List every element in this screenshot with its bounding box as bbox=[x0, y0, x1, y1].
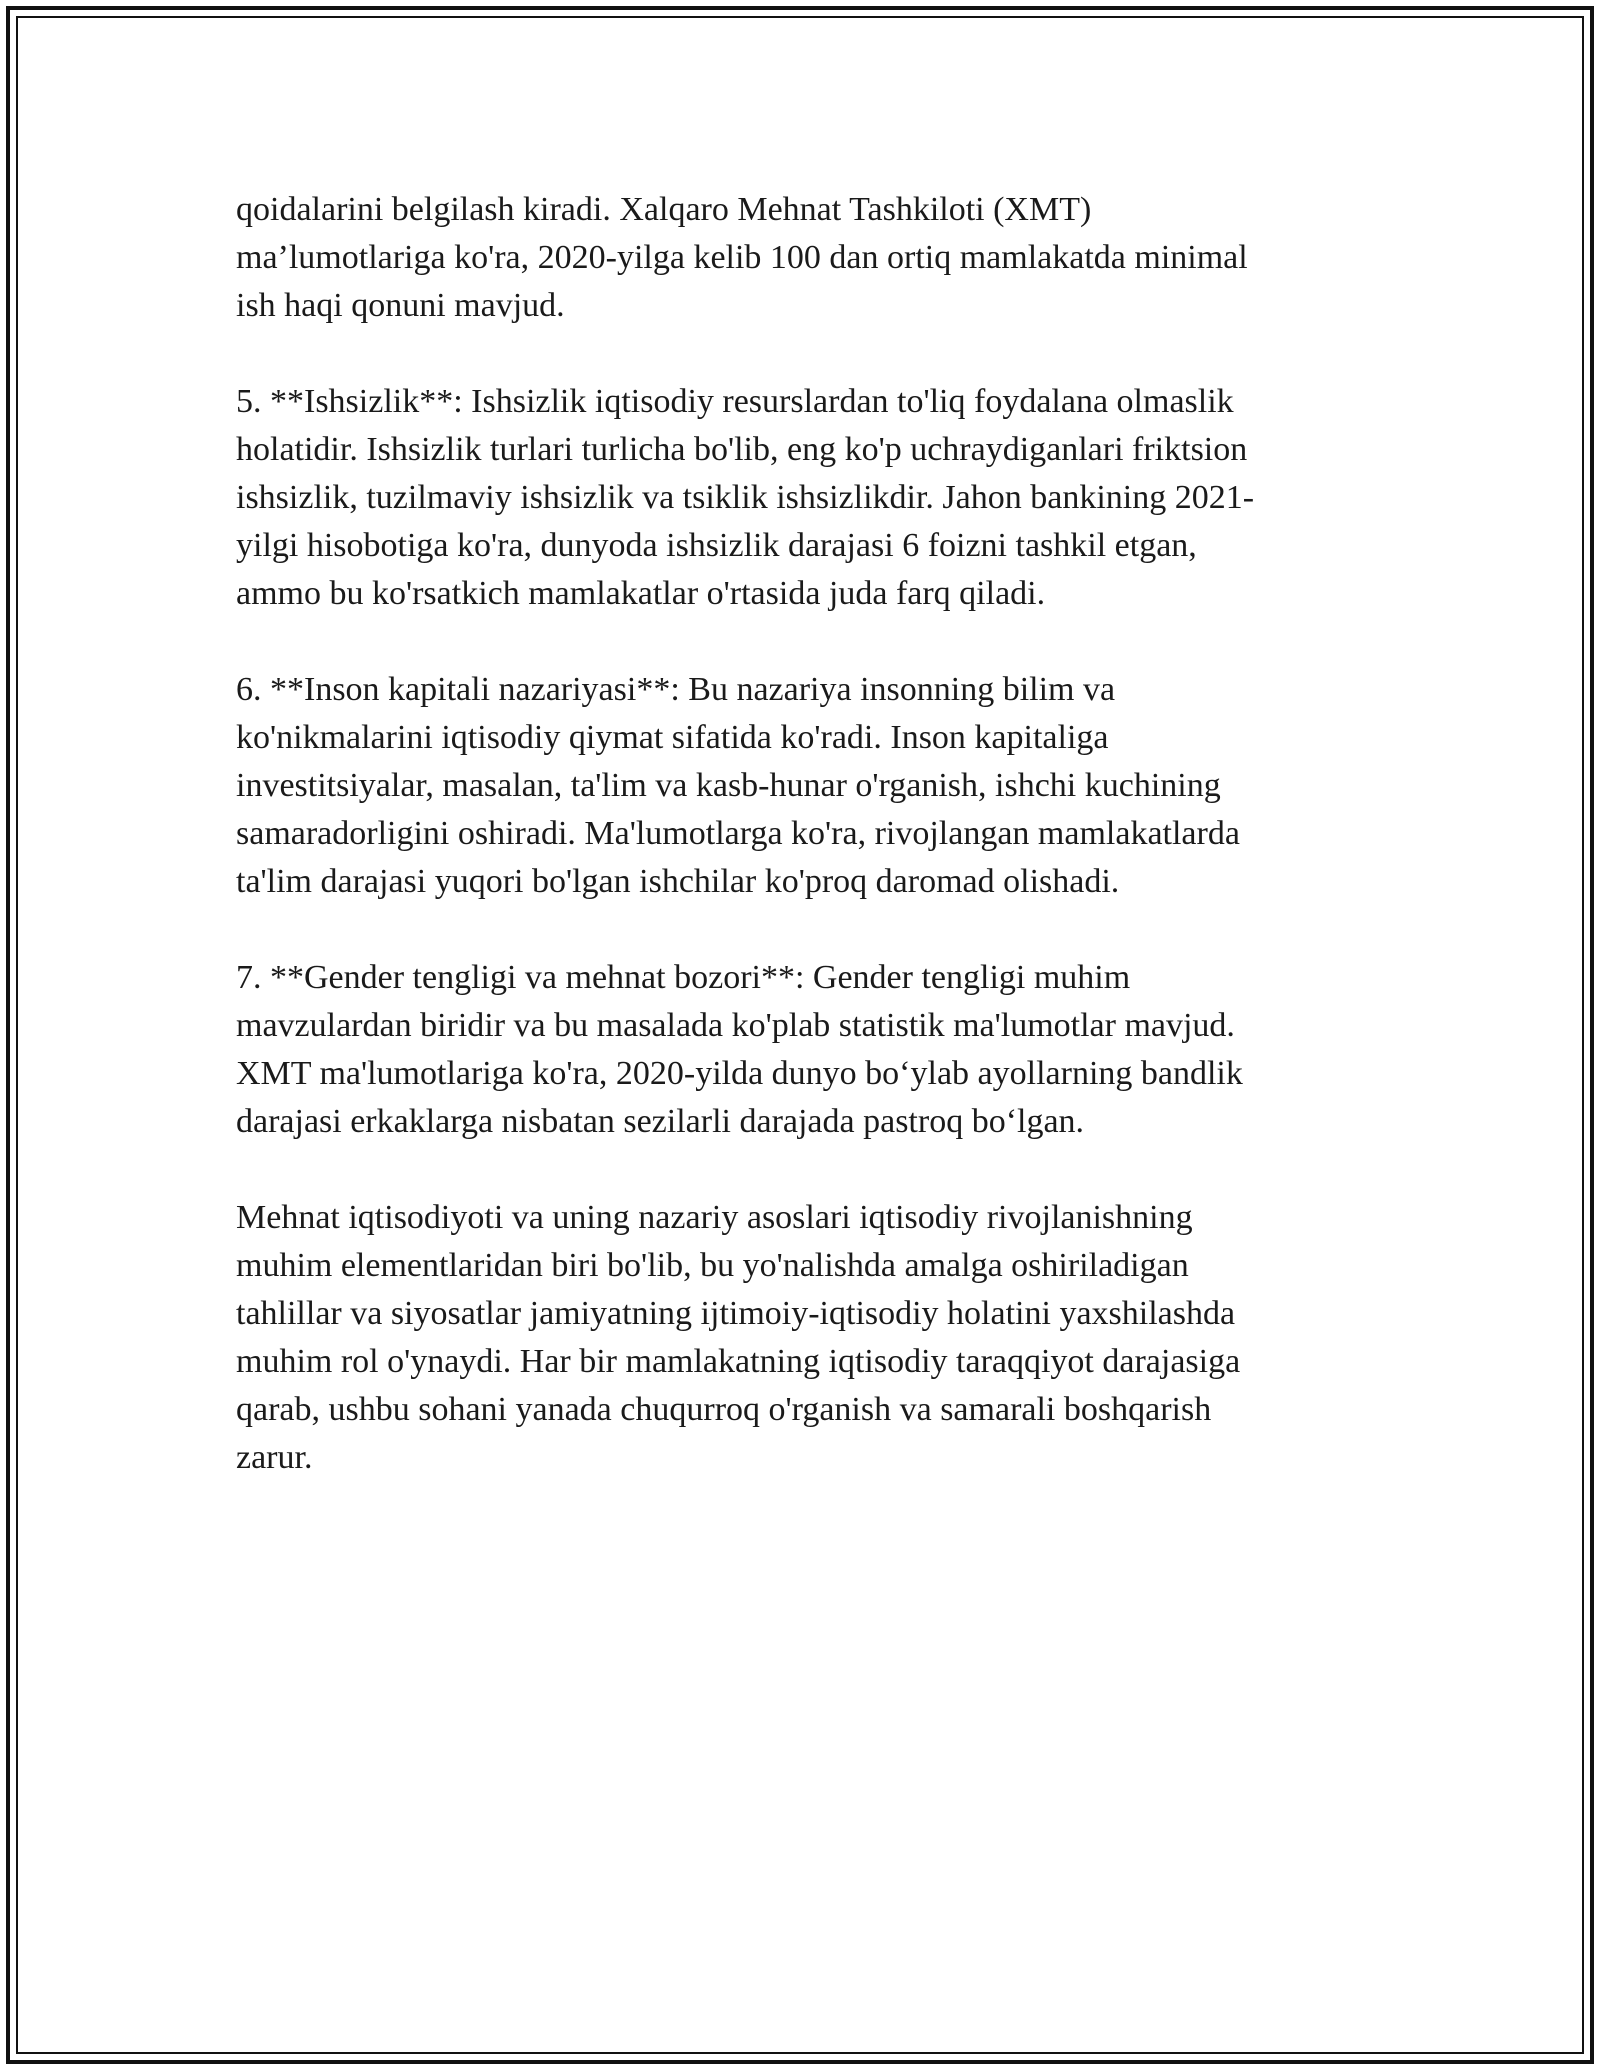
text-line: ko'nikmalarini iqtisodiy qiymat sifatida ko'radi. Inson kapitaliga bbox=[236, 719, 1109, 756]
text-line: 6. **Inson kapitali nazariyasi**: Bu nazariya insonning bilim va bbox=[236, 671, 1116, 708]
text-line: yilgi hisobotiga ko'ra, dunyoda ishsizlik darajasi 6 foizni tashkil etgan, bbox=[236, 527, 1197, 564]
paragraph-conclusion bbox=[236, 1194, 1356, 1482]
text-line: 7. **Gender tengligi va mehnat bozori**: Gender tengligi muhim bbox=[236, 959, 1131, 996]
text-line: ammo bu ko'rsatkich mamlakatlar o'rtasida juda farq qiladi. bbox=[236, 575, 1046, 612]
text-line: holatidir. Ishsizlik turlari turlicha bo'lib, eng ko'p uchraydiganlari friktsion bbox=[236, 431, 1248, 468]
paragraph-unemployment bbox=[236, 378, 1356, 618]
text-line: samaradorligini oshiradi. Ma'lumotlarga ko'ra, rivojlangan mamlakatlarda bbox=[236, 815, 1240, 852]
text-line: Mehnat iqtisodiyoti va uning nazariy asoslari iqtisodiy rivojlanishning bbox=[236, 1199, 1193, 1236]
text-line: ta'lim darajasi yuqori bo'lgan ishchilar ko'proq daromad olishadi. bbox=[236, 863, 1120, 900]
paragraph-gender-equality bbox=[236, 954, 1356, 1146]
paragraph-minimum-wage bbox=[236, 186, 1356, 330]
text-line: 5. **Ishsizlik**: Ishsizlik iqtisodiy resurslardan to'liq foydalana olmaslik bbox=[236, 383, 1234, 420]
text-line: qarab, ushbu sohani yanada chuqurroq o'rganish va samarali boshqarish bbox=[236, 1391, 1212, 1428]
text-line: muhim elementlaridan biri bo'lib, bu yo'nalishda amalga oshiriladigan bbox=[236, 1247, 1189, 1284]
text-line: ma’lumotlariga ko'ra, 2020-yilga kelib 100 dan ortiq mamlakatda minimal bbox=[236, 239, 1248, 276]
text-line: zarur. bbox=[236, 1439, 313, 1476]
paragraph-human-capital bbox=[236, 666, 1356, 906]
document-body bbox=[236, 186, 1356, 1482]
text-line: tahlillar va siyosatlar jamiyatning ijtimoiy-iqtisodiy holatini yaxshilashda bbox=[236, 1295, 1236, 1332]
text-line: investitsiyalar, masalan, ta'lim va kasb-hunar o'rganish, ishchi kuchining bbox=[236, 767, 1221, 804]
text-line: muhim rol o'ynaydi. Har bir mamlakatning iqtisodiy taraqqiyot darajasiga bbox=[236, 1343, 1241, 1380]
text-line: ishsizlik, tuzilmaviy ishsizlik va tsiklik ishsizlikdir. Jahon bankining 2021- bbox=[236, 479, 1255, 516]
text-line: ish haqi qonuni mavjud. bbox=[236, 287, 565, 324]
text-line: darajasi erkaklarga nisbatan sezilarli darajada pastroq bo‘lgan. bbox=[236, 1103, 1085, 1140]
text-line: qoidalarini belgilash kiradi. Xalqaro Mehnat Tashkiloti (XMT) bbox=[236, 191, 1092, 228]
text-line: XMT ma'lumotlariga ko'ra, 2020-yilda dunyo bo‘ylab ayollarning bandlik bbox=[236, 1055, 1243, 1092]
text-line: mavzulardan biridir va bu masalada ko'plab statistik ma'lumotlar mavjud. bbox=[236, 1007, 1235, 1044]
